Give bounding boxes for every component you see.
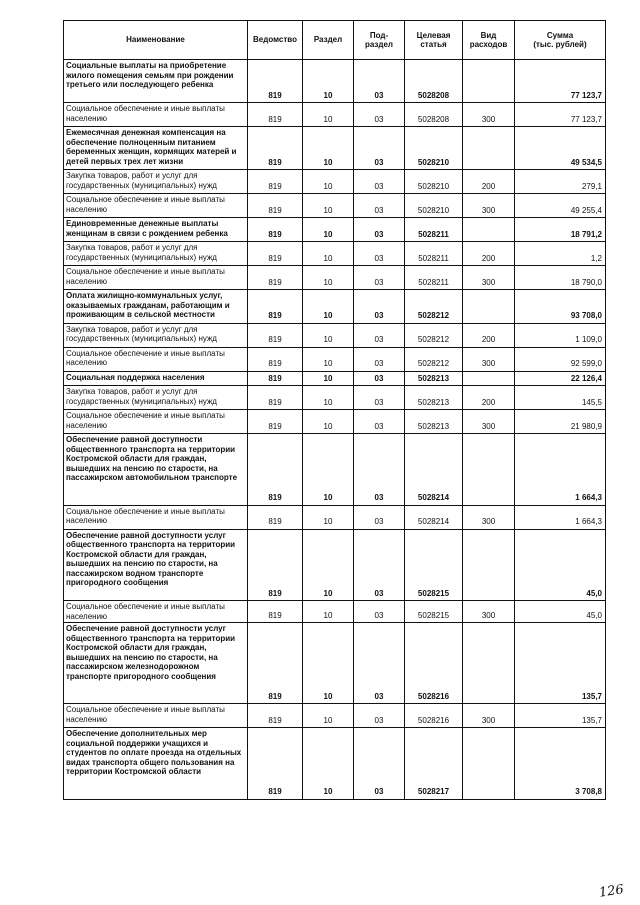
cell-section: 10	[303, 529, 354, 601]
cell-name: Социальное обеспечение и иные выплаты населению	[64, 601, 248, 623]
cell-sum: 135,7	[515, 623, 606, 704]
table-row	[64, 323, 606, 347]
cell-subsection: 03	[354, 728, 405, 800]
cell-section: 10	[303, 218, 354, 242]
cell-sum: 1 664,3	[515, 505, 606, 529]
cell-subsection: 03	[354, 103, 405, 127]
cell-type	[463, 127, 515, 170]
cell-dept: 819	[248, 601, 303, 623]
cell-target: 5028213	[405, 386, 463, 410]
budget-table-sheet	[63, 20, 605, 800]
cell-dept: 819	[248, 194, 303, 218]
cell-target: 5028214	[405, 505, 463, 529]
cell-sum: 135,7	[515, 704, 606, 728]
table-row	[64, 242, 606, 266]
cell-name: Закупка товаров, работ и услуг для государственных (муниципальных) нужд	[64, 242, 248, 266]
cell-type: 300	[463, 266, 515, 290]
cell-subsection: 03	[354, 529, 405, 601]
cell-name: Единовременные денежные выплаты женщинам в связи с рождением ребенка	[64, 218, 248, 242]
cell-subsection: 03	[354, 242, 405, 266]
cell-sum: 49 534,5	[515, 127, 606, 170]
cell-subsection: 03	[354, 194, 405, 218]
cell-sum: 45,0	[515, 601, 606, 623]
cell-sum: 45,0	[515, 529, 606, 601]
cell-type: 200	[463, 242, 515, 266]
cell-type	[463, 728, 515, 800]
header-dept: Ведомство	[248, 21, 303, 60]
cell-sum: 18 790,0	[515, 266, 606, 290]
cell-type	[463, 434, 515, 506]
cell-type: 200	[463, 323, 515, 347]
cell-target: 5028215	[405, 601, 463, 623]
cell-dept: 819	[248, 623, 303, 704]
cell-sum: 1 664,3	[515, 434, 606, 506]
cell-target: 5028214	[405, 434, 463, 506]
cell-target: 5028208	[405, 60, 463, 103]
table-row	[64, 371, 606, 386]
cell-dept: 819	[248, 323, 303, 347]
cell-type: 300	[463, 704, 515, 728]
cell-name: Социальное обеспечение и иные выплаты населению	[64, 410, 248, 434]
cell-name: Обеспечение дополнительных мер социальной поддержки учащихся и студентов по оплате проезда на отдельных видах транспорта общего пользования на территории Костромской области	[64, 728, 248, 800]
cell-section: 10	[303, 434, 354, 506]
cell-subsection: 03	[354, 623, 405, 704]
cell-dept: 819	[248, 505, 303, 529]
table-row	[64, 218, 606, 242]
cell-target: 5028213	[405, 371, 463, 386]
cell-section: 10	[303, 704, 354, 728]
cell-subsection: 03	[354, 434, 405, 506]
cell-type	[463, 218, 515, 242]
cell-dept: 819	[248, 127, 303, 170]
table-row	[64, 194, 606, 218]
header-type: Вид расходов	[463, 21, 515, 60]
cell-dept: 819	[248, 242, 303, 266]
cell-subsection: 03	[354, 290, 405, 324]
cell-section: 10	[303, 371, 354, 386]
cell-section: 10	[303, 290, 354, 324]
cell-section: 10	[303, 127, 354, 170]
cell-target: 5028213	[405, 410, 463, 434]
cell-name: Социальное обеспечение и иные выплаты населению	[64, 505, 248, 529]
table-row	[64, 347, 606, 371]
cell-name: Закупка товаров, работ и услуг для государственных (муниципальных) нужд	[64, 323, 248, 347]
cell-name: Социальное обеспечение и иные выплаты населению	[64, 266, 248, 290]
cell-subsection: 03	[354, 386, 405, 410]
cell-subsection: 03	[354, 505, 405, 529]
cell-sum: 145,5	[515, 386, 606, 410]
cell-dept: 819	[248, 60, 303, 103]
cell-type: 300	[463, 410, 515, 434]
header-target: Целевая статья	[405, 21, 463, 60]
cell-dept: 819	[248, 103, 303, 127]
cell-subsection: 03	[354, 704, 405, 728]
cell-section: 10	[303, 242, 354, 266]
cell-name: Закупка товаров, работ и услуг для государственных (муниципальных) нужд	[64, 386, 248, 410]
table-row	[64, 266, 606, 290]
header-name: Наименование	[64, 21, 248, 60]
cell-name: Социальная поддержка населения	[64, 371, 248, 386]
table-body	[64, 60, 606, 800]
cell-section: 10	[303, 505, 354, 529]
cell-dept: 819	[248, 704, 303, 728]
table-row	[64, 127, 606, 170]
cell-name: Социальное обеспечение и иные выплаты населению	[64, 103, 248, 127]
cell-sum: 77 123,7	[515, 103, 606, 127]
cell-type: 300	[463, 194, 515, 218]
cell-dept: 819	[248, 347, 303, 371]
cell-sum: 3 708,8	[515, 728, 606, 800]
cell-target: 5028215	[405, 529, 463, 601]
budget-table	[63, 20, 606, 800]
cell-target: 5028210	[405, 127, 463, 170]
table-row	[64, 103, 606, 127]
cell-section: 10	[303, 386, 354, 410]
cell-name: Социальное обеспечение и иные выплаты населению	[64, 704, 248, 728]
cell-sum: 77 123,7	[515, 60, 606, 103]
cell-section: 10	[303, 728, 354, 800]
cell-target: 5028208	[405, 103, 463, 127]
cell-dept: 819	[248, 529, 303, 601]
cell-sum: 49 255,4	[515, 194, 606, 218]
header-sum: Сумма (тыс. рублей)	[515, 21, 606, 60]
cell-section: 10	[303, 323, 354, 347]
table-row	[64, 704, 606, 728]
cell-target: 5028217	[405, 728, 463, 800]
table-row	[64, 434, 606, 506]
cell-subsection: 03	[354, 60, 405, 103]
cell-sum: 1 109,0	[515, 323, 606, 347]
cell-dept: 819	[248, 728, 303, 800]
cell-sum: 1,2	[515, 242, 606, 266]
cell-subsection: 03	[354, 218, 405, 242]
cell-dept: 819	[248, 290, 303, 324]
cell-type	[463, 623, 515, 704]
cell-section: 10	[303, 410, 354, 434]
cell-type: 300	[463, 347, 515, 371]
cell-sum: 22 126,4	[515, 371, 606, 386]
table-row	[64, 386, 606, 410]
cell-subsection: 03	[354, 371, 405, 386]
cell-dept: 819	[248, 218, 303, 242]
cell-subsection: 03	[354, 127, 405, 170]
cell-dept: 819	[248, 266, 303, 290]
cell-target: 5028211	[405, 218, 463, 242]
cell-type: 200	[463, 170, 515, 194]
table-row	[64, 728, 606, 800]
cell-subsection: 03	[354, 410, 405, 434]
cell-sum: 92 599,0	[515, 347, 606, 371]
cell-section: 10	[303, 60, 354, 103]
cell-type	[463, 371, 515, 386]
table-row	[64, 601, 606, 623]
page-number: 126	[598, 882, 625, 901]
cell-type	[463, 529, 515, 601]
cell-sum: 93 708,0	[515, 290, 606, 324]
cell-name: Обеспечение равной доступности общественного транспорта на территории Костромской области для граждан, вышедших на пенсию по старости, на пассажирском автомобильном транспорте	[64, 434, 248, 506]
cell-dept: 819	[248, 170, 303, 194]
cell-section: 10	[303, 170, 354, 194]
cell-target: 5028211	[405, 242, 463, 266]
cell-type: 300	[463, 601, 515, 623]
cell-section: 10	[303, 601, 354, 623]
cell-sum: 18 791,2	[515, 218, 606, 242]
cell-name: Социальные выплаты на приобретение жилого помещения семьям при рождении третьего или последующего ребенка	[64, 60, 248, 103]
cell-target: 5028210	[405, 194, 463, 218]
cell-dept: 819	[248, 434, 303, 506]
table-row	[64, 410, 606, 434]
cell-subsection: 03	[354, 347, 405, 371]
cell-section: 10	[303, 266, 354, 290]
cell-target: 5028216	[405, 704, 463, 728]
cell-section: 10	[303, 347, 354, 371]
cell-type: 300	[463, 103, 515, 127]
cell-target: 5028212	[405, 290, 463, 324]
cell-dept: 819	[248, 371, 303, 386]
cell-dept: 819	[248, 410, 303, 434]
cell-section: 10	[303, 194, 354, 218]
cell-type	[463, 60, 515, 103]
cell-type: 300	[463, 505, 515, 529]
cell-subsection: 03	[354, 601, 405, 623]
cell-subsection: 03	[354, 170, 405, 194]
cell-section: 10	[303, 623, 354, 704]
table-row	[64, 505, 606, 529]
table-row	[64, 170, 606, 194]
cell-target: 5028212	[405, 347, 463, 371]
table-row	[64, 290, 606, 324]
cell-name: Ежемесячная денежная компенсация на обеспечение полноценным питанием беременных женщин, кормящих матерей и детей первых трех лет жизни	[64, 127, 248, 170]
cell-subsection: 03	[354, 323, 405, 347]
cell-sum: 21 980,9	[515, 410, 606, 434]
cell-type	[463, 290, 515, 324]
cell-name: Социальное обеспечение и иные выплаты населению	[64, 347, 248, 371]
cell-name: Обеспечение равной доступности услуг общественного транспорта на территории Костромской области для граждан, вышедших на пенсию по старости, на пассажирском железнодорожном транспорте пригородного сообщения	[64, 623, 248, 704]
cell-name: Закупка товаров, работ и услуг для государственных (муниципальных) нужд	[64, 170, 248, 194]
cell-target: 5028212	[405, 323, 463, 347]
cell-subsection: 03	[354, 266, 405, 290]
header-section: Раздел	[303, 21, 354, 60]
header-subsection: Под- раздел	[354, 21, 405, 60]
cell-sum: 279,1	[515, 170, 606, 194]
cell-name: Социальное обеспечение и иные выплаты населению	[64, 194, 248, 218]
cell-target: 5028211	[405, 266, 463, 290]
table-row	[64, 623, 606, 704]
cell-target: 5028210	[405, 170, 463, 194]
table-row	[64, 529, 606, 601]
cell-name: Обеспечение равной доступности услуг общественного транспорта на территории Костромской области для граждан, вышедших на пенсию по старости, на пассажирском водном транспорте пригородного сообщения	[64, 529, 248, 601]
table-header-row	[64, 21, 606, 60]
cell-type: 200	[463, 386, 515, 410]
cell-section: 10	[303, 103, 354, 127]
cell-target: 5028216	[405, 623, 463, 704]
cell-name: Оплата жилищно-коммунальных услуг, оказываемых гражданам, работающим и проживающим в сельской местности	[64, 290, 248, 324]
cell-dept: 819	[248, 386, 303, 410]
table-row	[64, 60, 606, 103]
